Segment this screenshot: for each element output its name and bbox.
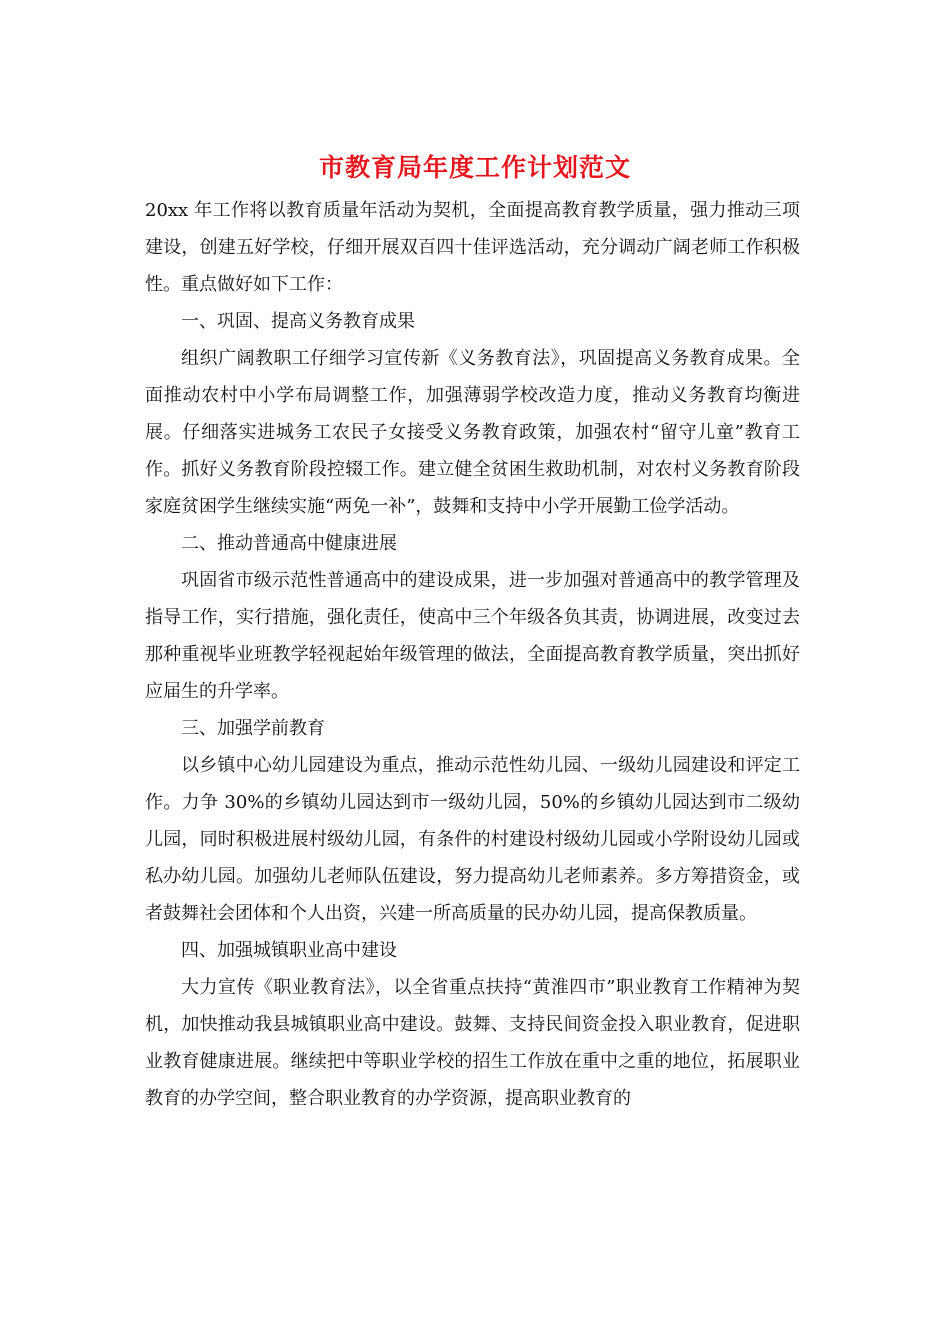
section-paragraph-2: 巩固省市级示范性普通高中的建设成果，进一步加强对普通高中的教学管理及指导工作，实行措施，强化责任，使高中三个年级各负其责，协调进展，改变过去那种重视毕业班教学轻视起始年级管理的做法，全面提高教育教学质量，突出抓好应届生的升学率。 bbox=[145, 570, 800, 702]
section-paragraph-4: 大力宣传《职业教育法》，以全省重点扶持“黄淮四市”职业教育工作精神为契机，加快推动我县城镇职业高中建设。鼓舞、支持民间资金投入职业教育，促进职业教育健康进展。继续把中等职业学校的招生工作放在重中之重的地位，拓展职业教育的办学空间，整合职业教育的办学资源，提高职业教育的 bbox=[145, 977, 800, 1109]
section-heading-2: 二、推动普通高中健康进展 bbox=[181, 533, 397, 554]
intro-paragraph: 20xx 年工作将以教育质量年活动为契机，全面提高教育教学质量，强力推动三项建设，创建五好学校，仔细开展双百四十佳评选活动，充分调动广阔老师工作积极性。重点做好如下工作： bbox=[145, 200, 800, 295]
section-heading-4: 四、加强城镇职业高中建设 bbox=[181, 940, 397, 961]
section-heading-3: 三、加强学前教育 bbox=[181, 718, 325, 739]
section-paragraph-1: 组织广阔教职工仔细学习宣传新《义务教育法》，巩固提高义务教育成果。全面推动农村中小学布局调整工作，加强薄弱学校改造力度，推动义务教育均衡进展。仔细落实进城务工农民子女接受义务教育政策，加强农村“留守儿童”教育工作。抓好义务教育阶段控辍工作。建立健全贫困生救助机制，对农村义务教育阶段家庭贫困学生继续实施“两免一补”，鼓舞和支持中小学开展勤工俭学活动。 bbox=[145, 348, 800, 517]
section-heading-1: 一、巩固、提高义务教育成果 bbox=[181, 311, 415, 332]
document-body bbox=[145, 192, 800, 1117]
section-paragraph-3: 以乡镇中心幼儿园建设为重点，推动示范性幼儿园、一级幼儿园建设和评定工作。力争 30%的乡镇幼儿园达到市一级幼儿园，50%的乡镇幼儿园达到市二级幼儿园，同时积极进展村级幼儿园，有条件的村建设村级幼儿园或小学附设幼儿园或私办幼儿园。加强幼儿老师队伍建设，努力提高幼儿老师素养。多方筹措资金，或者鼓舞社会团体和个人出资，兴建一所高质量的民办幼儿园，提高保教质量。 bbox=[145, 755, 800, 924]
document-title: 市教育局年度工作计划范文 bbox=[318, 153, 631, 182]
